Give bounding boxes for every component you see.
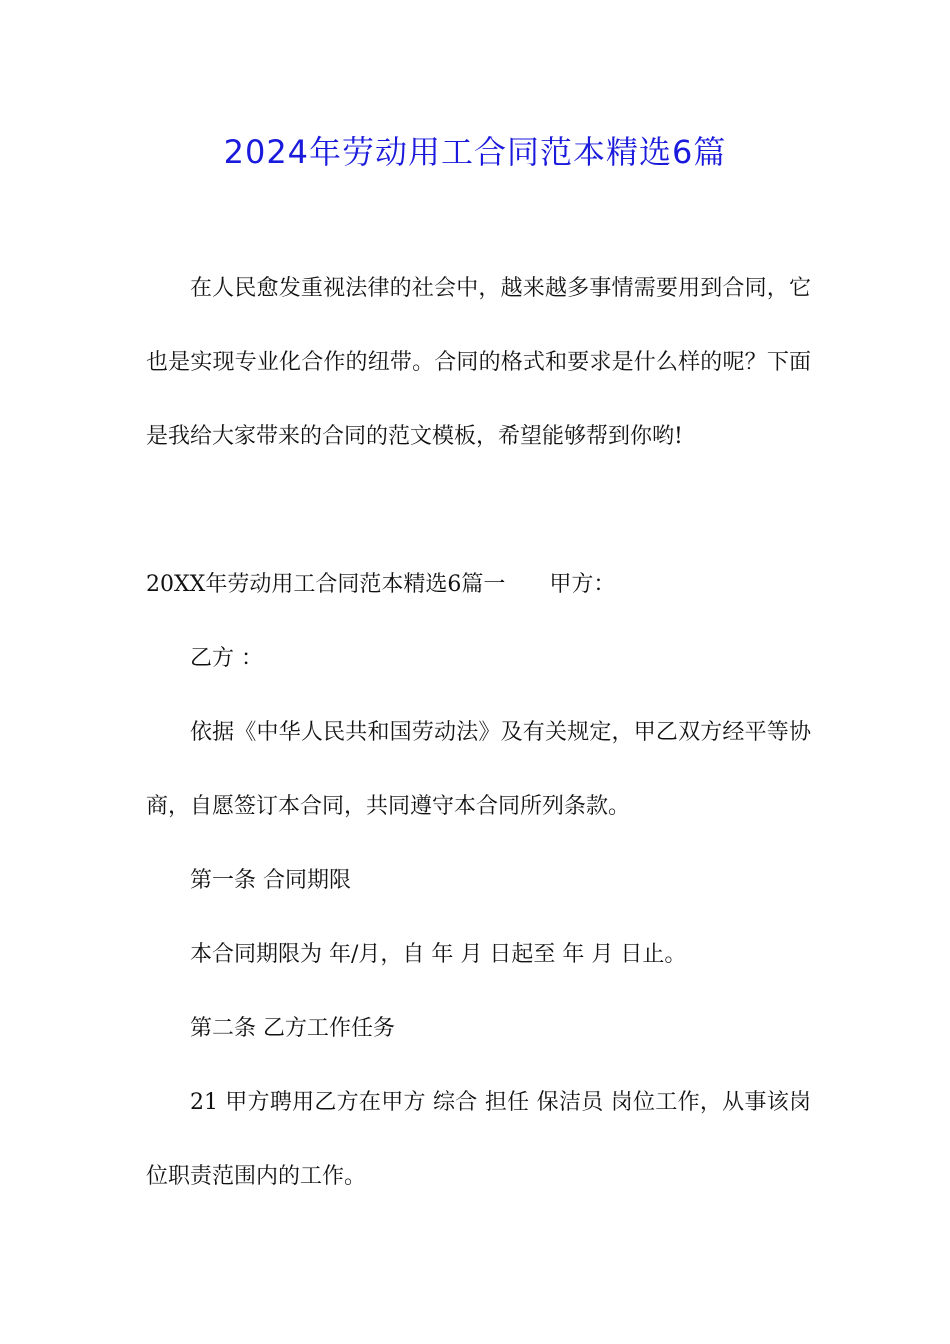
party-b-line: 乙方 ： [190, 646, 263, 671]
intro-block [146, 252, 811, 474]
article2-text-block [146, 1066, 811, 1214]
article2-title-block [146, 992, 811, 1066]
section-heading-block [146, 548, 811, 622]
basis-paragraph: 依据《中华人民共和国劳动法》及有关规定，甲乙双方经平等协商，自愿签订本合同，共同遵守本合同所列条款。 [146, 720, 811, 819]
article1-text-block [146, 918, 811, 992]
article1-title: 第一条 合同期限 [190, 868, 351, 893]
article1-text: 本合同期限为 年/月，自 年 月 日起至 年 月 日止。 [190, 942, 687, 967]
section-heading: 20XX年劳动用工合同范本精选6篇一 甲方： [146, 572, 616, 597]
party-b-block [146, 622, 811, 696]
document-title: 2024年劳动用工合同范本精选6篇 [223, 133, 727, 171]
intro-paragraph: 在人民愈发重视法律的社会中，越来越多事情需要用到合同，它也是实现专业化合作的纽带。合同的格式和要求是什么样的呢？下面是我给大家带来的合同的范文模板，希望能够帮到你哟! [146, 276, 811, 449]
article2-title: 第二条 乙方工作任务 [190, 1016, 395, 1041]
article2-text: 21 甲方聘用乙方在甲方 综合 担任 保洁员 岗位工作，从事该岗位职责范围内的工作。 [146, 1090, 811, 1189]
article1-title-block [146, 844, 811, 918]
basis-block [146, 696, 811, 844]
